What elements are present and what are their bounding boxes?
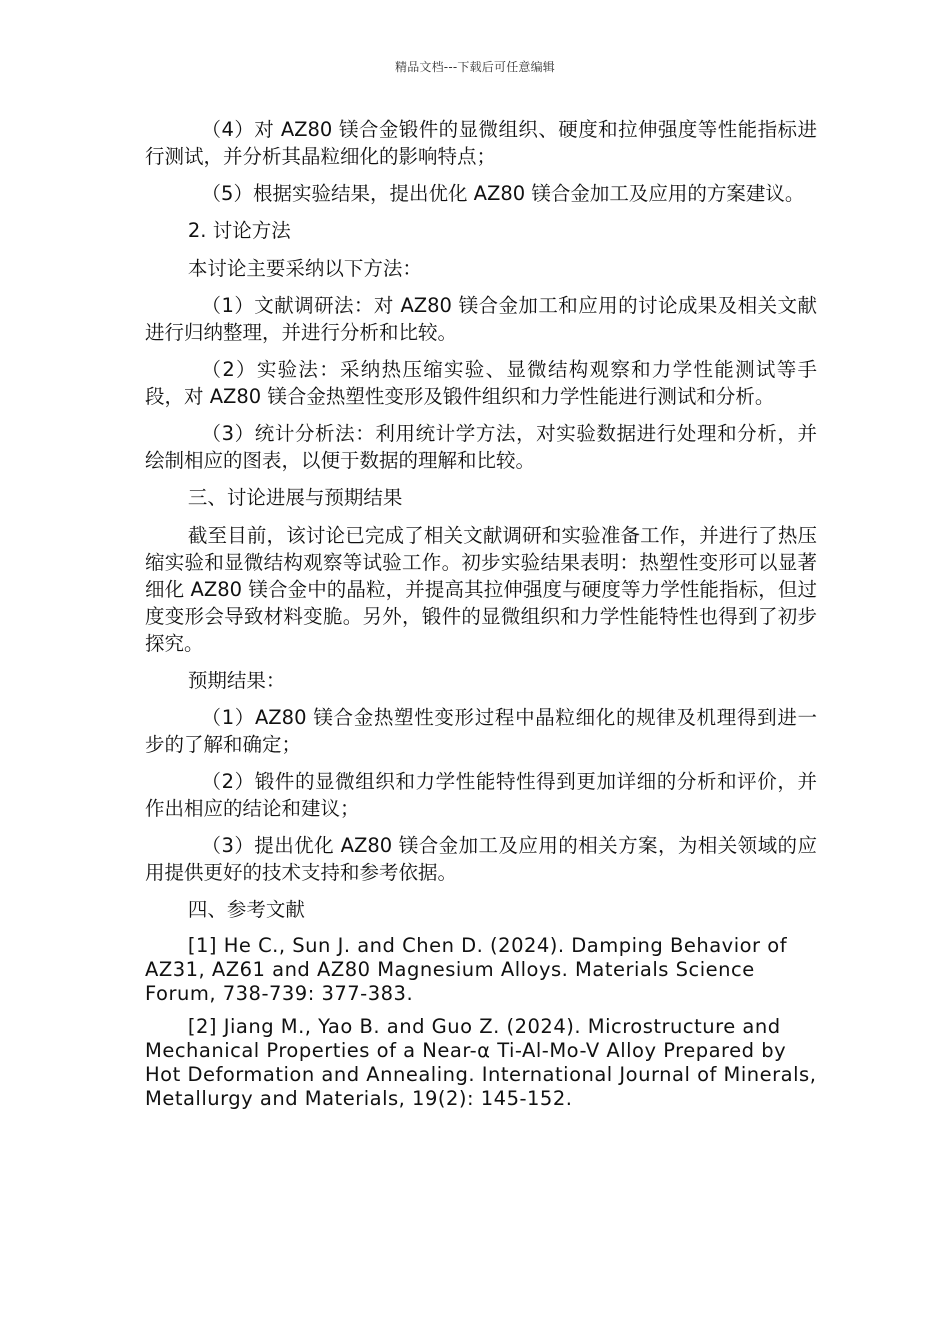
section-heading-progress: 三、讨论进展与预期结果	[187, 486, 403, 509]
reference-1: [1] He C., Sun J. and Chen D. (2024). Damping Behavior of AZ31, AZ61 and AZ80 Magnesium Alloys. Materials Science Forum, 738-739: 377-383.	[145, 934, 788, 1005]
section-heading-methods: 2. 讨论方法	[187, 219, 291, 242]
methods-intro: 本讨论主要采纳以下方法：	[187, 257, 422, 280]
section-heading-references: 四、参考文献	[187, 898, 305, 921]
expected-result-1: （1）AZ80 镁合金热塑性变形过程中晶粒细化的规律及机理得到进一步的了解和确定；	[145, 706, 817, 756]
reference-2: [2] Jiang M., Yao B. and Guo Z. (2024). Microstructure and Mechanical Properties of a Near-α Ti-Al-Mo-V Alloy Prepared by Hot Deformation and Annealing. International Journal of Minerals, Metallurgy and Materials, 19(2): 145-152.	[145, 1015, 817, 1110]
progress-paragraph: 截至目前，该讨论已完成了相关文献调研和实验准备工作，并进行了热压缩实验和显微结构观察等试验工作。初步实验结果表明：热塑性变形可以显著细化 AZ80 镁合金中的晶粒，并提高其拉伸强度与硬度等力学性能指标，但过度变形会导致材料变脆。另外，锻件的显微组织和力学性能特性也得到了初步探究。	[145, 524, 817, 655]
expected-results-intro: 预期结果：	[187, 669, 286, 692]
document-body	[145, 116, 817, 1120]
expected-result-3: （3）提出优化 AZ80 镁合金加工及应用的相关方案，为相关领域的应用提供更好的技术支持和参考依据。	[145, 834, 817, 884]
expected-result-2: （2）锻件的显微组织和力学性能特性得到更加详细的分析和评价，并作出相应的结论和建议；	[145, 770, 817, 820]
paragraph-item-4: （4）对 AZ80 镁合金锻件的显微组织、硬度和拉伸强度等性能指标进行测试，并分析其晶粒细化的影响特点；	[145, 118, 817, 168]
method-experiment: （2）实验法：采纳热压缩实验、显微结构观察和力学性能测试等手段，对 AZ80 镁合金热塑性变形及锻件组织和力学性能进行测试和分析。	[145, 358, 817, 408]
method-statistics: （3）统计分析法：利用统计学方法，对实验数据进行处理和分析，并绘制相应的图表，以便于数据的理解和比较。	[145, 422, 817, 472]
paragraph-item-5: （5）根据实验结果，提出优化 AZ80 镁合金加工及应用的方案建议。	[201, 182, 805, 205]
method-literature-review: （1）文献调研法：对 AZ80 镁合金加工和应用的讨论成果及相关文献进行归纳整理，并进行分析和比较。	[145, 294, 817, 344]
page-header: 精品文档---下载后可任意编辑	[395, 60, 555, 74]
